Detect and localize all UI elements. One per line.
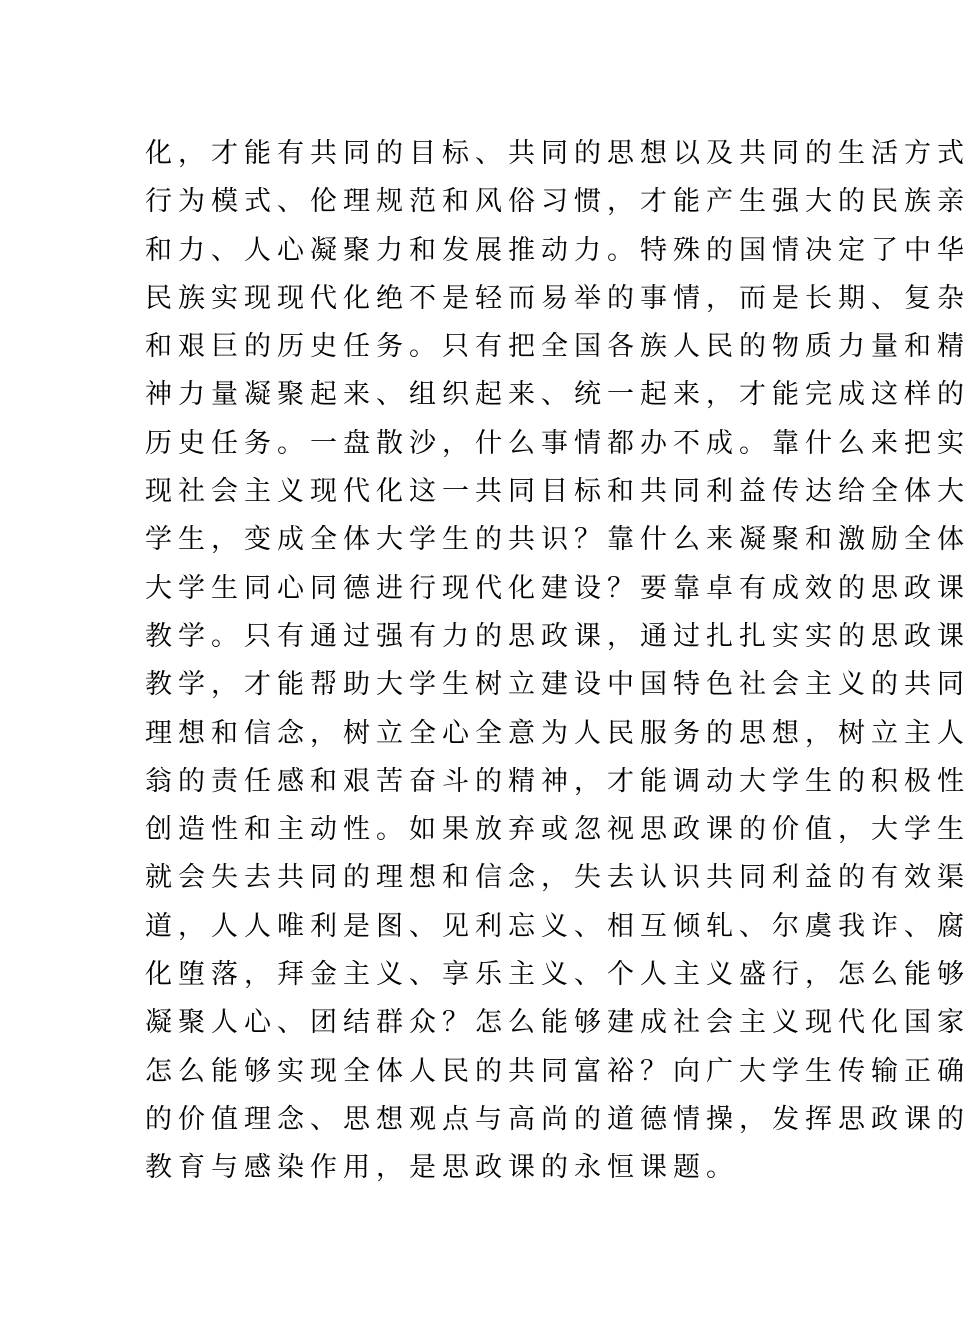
text-line: 的价值理念、思想观点与高尚的道德情操，发挥思政课的 <box>145 1103 970 1135</box>
text-line: 和力、人心凝聚力和发展推动力。特殊的国情决定了中华 <box>145 234 970 266</box>
text-line: 神力量凝聚起来、组织起来、统一起来，才能完成这样的 <box>145 379 970 411</box>
text-line: 就会失去共同的理想和信念，失去认识共同利益的有效渠 <box>145 862 970 894</box>
text-line: 道，人人唯利是图、见利忘义、相互倾轧、尔虞我诈、腐 <box>145 910 970 942</box>
text-line: 翁的责任感和艰苦奋斗的精神，才能调动大学生的积极性 <box>145 765 970 797</box>
text-line: 教学。只有通过强有力的思政课，通过扎扎实实的思政课 <box>145 620 970 652</box>
text-line: 创造性和主动性。如果放弃或忽视思政课的价值，大学生 <box>145 814 970 846</box>
text-line: 理想和信念，树立全心全意为人民服务的思想，树立主人 <box>145 717 970 749</box>
text-line: 凝聚人心、团结群众？怎么能够建成社会主义现代化国家 <box>145 1007 970 1039</box>
text-line: 民族实现现代化绝不是轻而易举的事情，而是长期、复杂 <box>145 282 970 314</box>
text-line: 历史任务。一盘散沙，什么事情都办不成。靠什么来把实 <box>145 427 970 459</box>
text-line: 怎么能够实现全体人民的共同富裕？向广大学生传输正确 <box>145 1055 970 1087</box>
text-line: 教育与感染作用，是思政课的永恒课题。 <box>145 1152 739 1184</box>
text-line: 学生，变成全体大学生的共识？靠什么来凝聚和激励全体 <box>145 524 970 556</box>
text-line: 和艰巨的历史任务。只有把全国各族人民的物质力量和精 <box>145 331 970 363</box>
text-line: 大学生同心同德进行现代化建设？要靠卓有成效的思政课 <box>145 572 970 604</box>
text-line: 现社会主义现代化这一共同目标和共同利益传达给全体大 <box>145 476 970 508</box>
body-paragraph <box>145 130 970 1193</box>
text-line: 化，才能有共同的目标、共同的思想以及共同的生活方式 <box>145 138 970 169</box>
text-line: 化堕落，拜金主义、享乐主义、个人主义盛行，怎么能够 <box>145 959 970 991</box>
text-line: 教学，才能帮助大学生树立建设中国特色社会主义的共同 <box>145 669 970 701</box>
text-line: 行为模式、伦理规范和风俗习惯，才能产生强大的民族亲 <box>145 186 970 218</box>
